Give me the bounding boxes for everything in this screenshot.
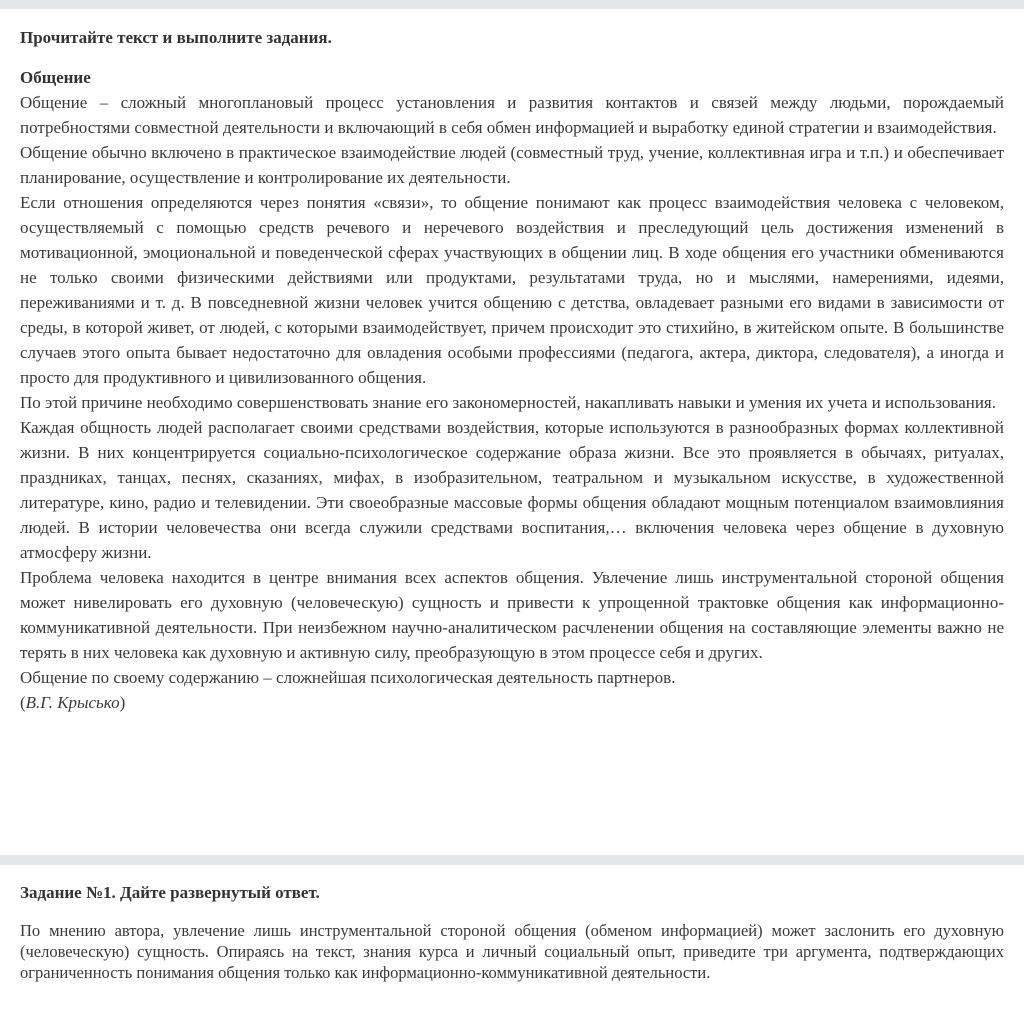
paragraph-5: Каждая общность людей располагает своими средствами воздействия, которые используются в разнообразных формах коллективной жизни. В них концентрируется социально-психологическое содержание образа жизни. Все это проявляется в обычаях, ритуалах, праздниках, танцах, песнях, сказаниях, мифах, в изобразительном, театральном и музыкальном искусстве, в художественной литературе, кино, радио и телевидении. Эти своеобразные массовые формы общения обладают мощным потенциалом взаимовлияния людей. В истории человечества они всегда служили средствами воспитания,… включения человека через общение в духовную атмосферу жизни.	[20, 418, 1004, 562]
paragraph-4: По этой причине необходимо совершенствовать знание его закономерностей, накапливать навыки и умения их учета и использования.	[20, 393, 996, 412]
author-open-paren: (	[20, 693, 26, 712]
author-attribution	[20, 690, 1004, 715]
paragraph-1: Общение – сложный многоплановый процесс установления и развития контактов и связей между людьми, порождаемый потребностями совместной деятельности и включающий в себя обмен информацией и выработку единой стратегии и взаимодействия.	[20, 93, 1004, 137]
paragraph-3: Если отношения определяются через понятия «связи», то общение понимают как процесс взаимодействия человека с человеком, осуществляемый с помощью средств речевого и неречевого воздействия и преследующий цель достижения изменений в мотивационной, эмоциональной и поведенческой сферах участвующих в общении лиц. В ходе общения его участники обмениваются не только своими физическими действиями или продуктами, результатами труда, но и мыслями, намерениями, идеями, переживаниями и т. д. В повседневной жизни человек учится общению с детства, овладевает разными его видами в зависимости от среды, в которой живет, от людей, с которыми взаимодействует, причем происходит это стихийно, в житейском опыте. В большинстве случаев этого опыта бывает недостаточно для овладения особыми профессиями (педагога, актера, диктора, следователя), а иногда и просто для продуктивного и цивилизованного общения.	[20, 193, 1004, 387]
top-divider-strip	[0, 0, 1024, 9]
task-text: По мнению автора, увлечение лишь инструментальной стороной общения (обменом информацией) может заслонить его духовную (человеческую) сущность. Опираясь на текст, знания курса и личный социальный опыт, приведите три аргумента, подтверждающих ограниченность понимания общения только как информационно-коммуникативной деятельности.	[20, 921, 1004, 982]
task-section	[20, 880, 1004, 983]
paragraph-2: Общение обычно включено в практическое взаимодействие людей (совместный труд, учение, коллективная игра и т.п.) и обеспечивает планирование, осуществление и контролирование их деятельности.	[20, 143, 1004, 187]
instruction-heading: Прочитайте текст и выполните задания.	[20, 28, 332, 47]
author-close-paren: )	[119, 693, 126, 712]
section-divider	[0, 855, 1024, 865]
task-title: Задание №1. Дайте развернутый ответ.	[20, 883, 320, 902]
paragraph-6: Проблема человека находится в центре внимания всех аспектов общения. Увлечение лишь инструментальной стороной общения может нивелировать его духовную (человеческую) сущность и привести к упрощенной трактовке общения как информационно-коммуникативной деятельности. При неизбежном научно-аналитическом расчленении общения на составляющие элементы важно не терять в них человека как духовную и активную силу, преобразующую в этом процессе себя и других.	[20, 568, 1004, 662]
reading-text-section	[20, 25, 1004, 715]
author-name: В.Г. Крысько	[25, 693, 120, 712]
paragraph-7: Общение по своему содержанию – сложнейшая психологическая деятельность партнеров.	[20, 668, 676, 687]
text-title: Общение	[20, 68, 91, 87]
